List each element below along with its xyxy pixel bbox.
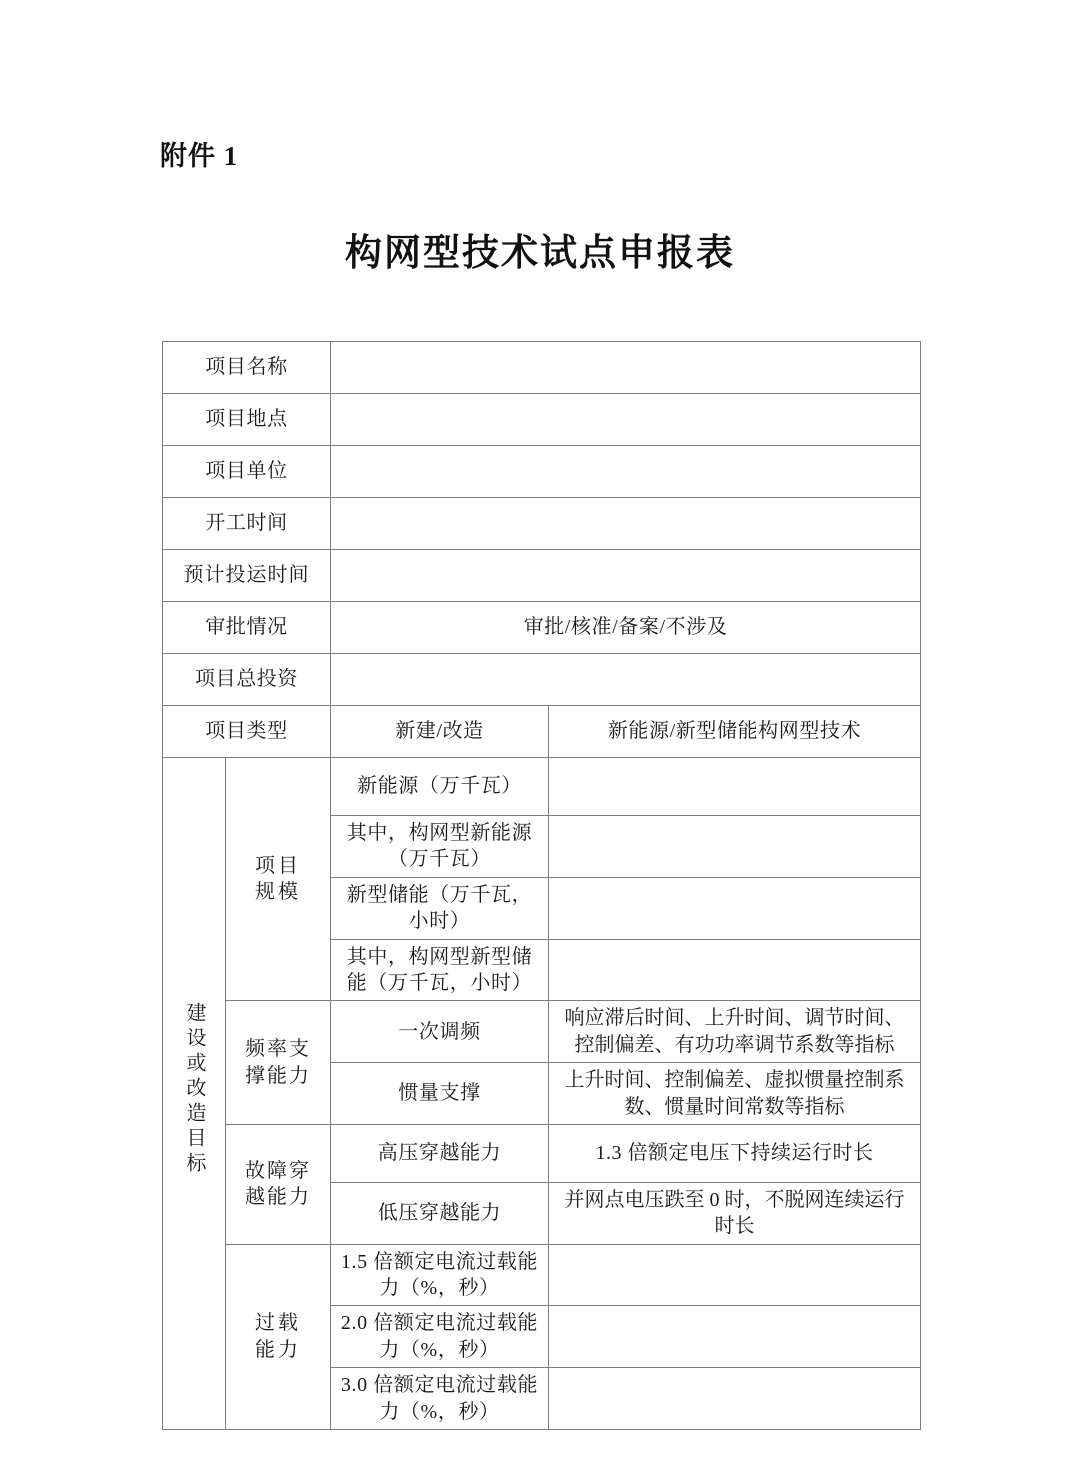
goal-section-label-text: 建设或改造目标 <box>183 1002 205 1178</box>
table-row <box>163 1001 921 1063</box>
scale-item-label-gfm-storage: 其中，构网型新型储能（万千瓦，小时） <box>331 939 549 1001</box>
group-label-overload-capacity <box>226 1244 331 1429</box>
table-row <box>163 550 921 602</box>
group-label-fault-ride-through <box>226 1124 331 1244</box>
scale-item-label-new-storage: 新型储能（万千瓦，小时） <box>331 877 549 939</box>
row-label-expected-operation-time: 预计投运时间 <box>163 550 331 602</box>
row-value-approval-status[interactable]: 审批/核准/备案/不涉及 <box>331 602 921 654</box>
table-row <box>163 498 921 550</box>
scale-item-label-renewable: 新能源（万千瓦） <box>331 758 549 816</box>
table-row <box>163 342 921 394</box>
table-row <box>163 394 921 446</box>
table-row <box>163 446 921 498</box>
group-label-fault-ride-through-text: 故障穿越能力 <box>245 1159 311 1209</box>
table-row <box>163 654 921 706</box>
overload-item-value-2-0x[interactable] <box>549 1306 921 1368</box>
table-row <box>163 1124 921 1182</box>
table-row <box>163 602 921 654</box>
group-label-frequency-support <box>226 1001 331 1125</box>
table-row <box>163 1244 921 1306</box>
scale-item-value-renewable[interactable] <box>549 758 921 816</box>
freq-item-label-primary-regulation: 一次调频 <box>331 1001 549 1063</box>
row-value-project-name[interactable] <box>331 342 921 394</box>
declaration-form-table <box>162 341 921 1430</box>
table-row <box>163 758 921 816</box>
scale-item-value-gfm-storage[interactable] <box>549 939 921 1001</box>
row-value-expected-operation-time[interactable] <box>331 550 921 602</box>
freq-item-value-inertia-support[interactable]: 上升时间、控制偏差、虚拟惯量控制系数、惯量时间常数等指标 <box>549 1063 921 1125</box>
group-label-frequency-support-text: 频率支撑能力 <box>245 1038 311 1087</box>
goal-section-label <box>163 758 226 1430</box>
freq-item-label-inertia-support: 惯量支撑 <box>331 1063 549 1125</box>
group-label-project-scale-text: 项目规模 <box>255 854 301 904</box>
frt-item-label-low-voltage: 低压穿越能力 <box>331 1182 549 1244</box>
overload-item-value-1-5x[interactable] <box>549 1244 921 1306</box>
frt-item-value-low-voltage[interactable]: 并网点电压跌至 0 时，不脱网连续运行时长 <box>549 1182 921 1244</box>
row-value-project-location[interactable] <box>331 394 921 446</box>
row-label-project-type: 项目类型 <box>163 706 331 758</box>
scale-item-value-new-storage[interactable] <box>549 877 921 939</box>
overload-item-label-2-0x: 2.0 倍额定电流过载能力（%，秒） <box>331 1306 549 1368</box>
row-label-project-unit: 项目单位 <box>163 446 331 498</box>
row-label-total-investment: 项目总投资 <box>163 654 331 706</box>
overload-item-value-3-0x[interactable] <box>549 1368 921 1430</box>
row-label-project-location: 项目地点 <box>163 394 331 446</box>
frt-item-label-high-voltage: 高压穿越能力 <box>331 1124 549 1182</box>
freq-item-value-primary-regulation[interactable]: 响应滞后时间、上升时间、调节时间、控制偏差、有功功率调节系数等指标 <box>549 1001 921 1063</box>
overload-item-label-3-0x: 3.0 倍额定电流过载能力（%，秒） <box>331 1368 549 1430</box>
frt-item-value-high-voltage[interactable]: 1.3 倍额定电压下持续运行时长 <box>549 1124 921 1182</box>
table-row-project-type <box>163 706 921 758</box>
scale-item-value-gfm-renewable[interactable] <box>549 816 921 878</box>
attachment-label: 附件 1 <box>160 141 239 171</box>
row-value-start-time[interactable] <box>331 498 921 550</box>
project-type-option-build[interactable]: 新建/改造 <box>331 706 549 758</box>
group-label-project-scale <box>226 758 331 1001</box>
overload-item-label-1-5x: 1.5 倍额定电流过载能力（%，秒） <box>331 1244 549 1306</box>
page-title: 构网型技术试点申报表 <box>345 233 735 274</box>
scale-item-label-gfm-renewable: 其中，构网型新能源（万千瓦） <box>331 816 549 878</box>
row-value-total-investment[interactable] <box>331 654 921 706</box>
row-value-project-unit[interactable] <box>331 446 921 498</box>
row-label-approval-status: 审批情况 <box>163 602 331 654</box>
group-label-overload-capacity-text: 过载能力 <box>255 1312 301 1361</box>
row-label-project-name: 项目名称 <box>163 342 331 394</box>
project-type-option-tech[interactable]: 新能源/新型储能构网型技术 <box>549 706 921 758</box>
row-label-start-time: 开工时间 <box>163 498 331 550</box>
